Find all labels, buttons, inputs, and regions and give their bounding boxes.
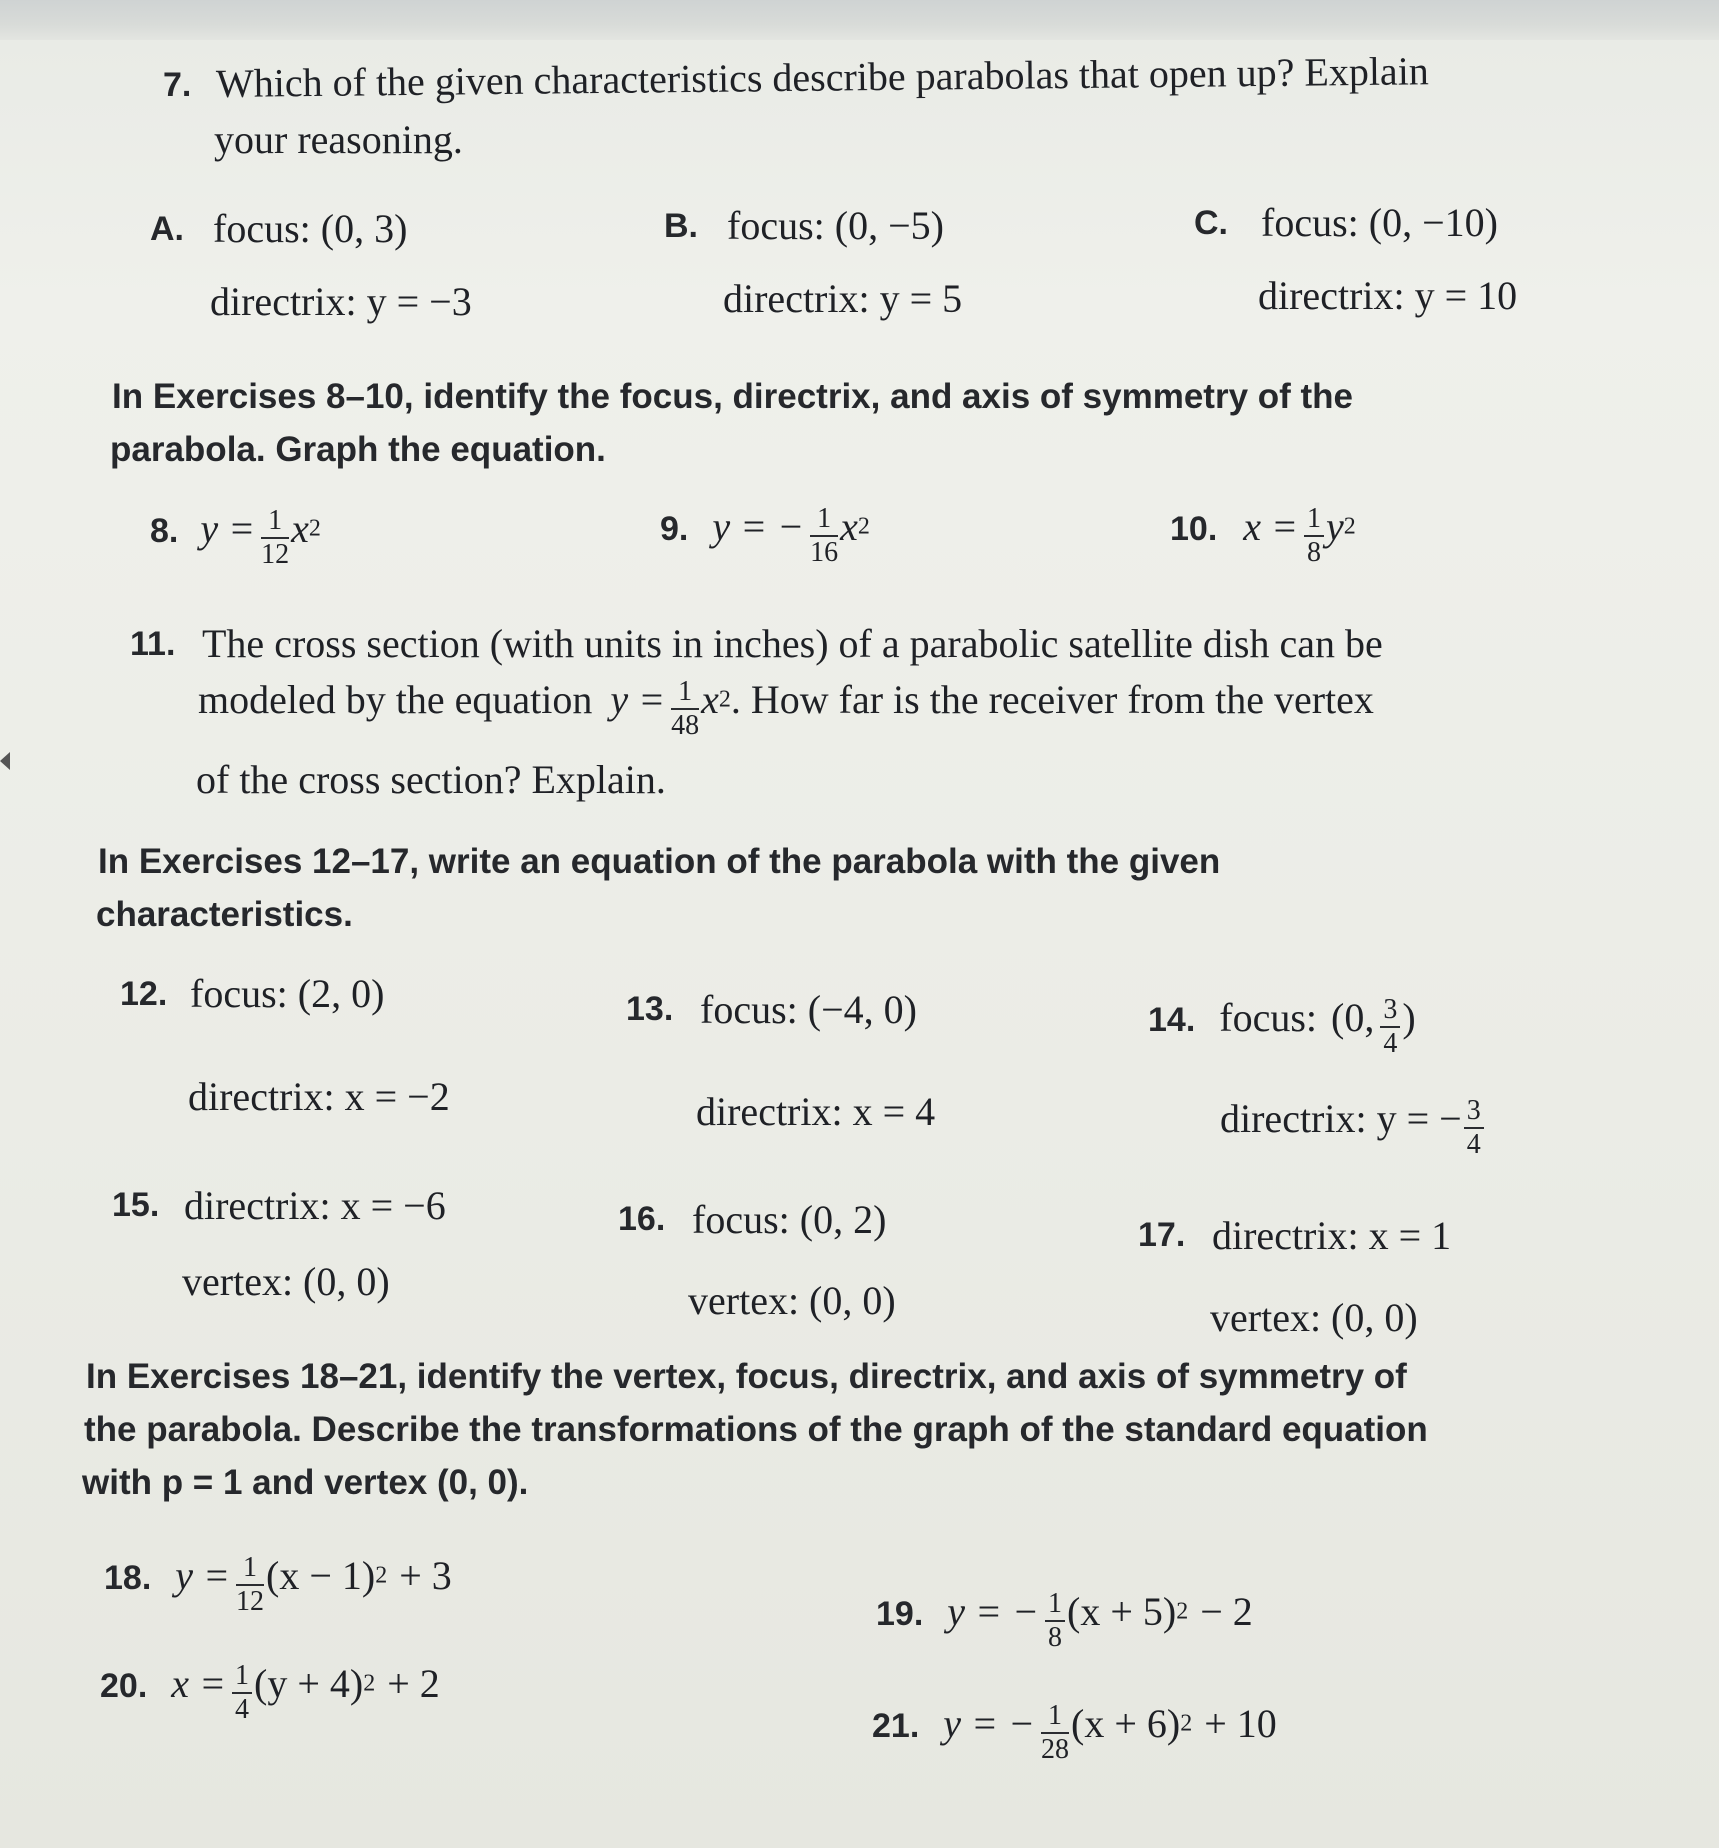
exercise-13-number: 13. [626,990,674,1028]
exercise-16-number: 16. [618,1200,666,1238]
exercise-20-exponent: 2 [363,1670,376,1697]
exercise-10-fraction: $\frac{1}{8}$ [1304,505,1324,567]
exercise-19-exponent: 2 [1176,1598,1189,1625]
exercise-17-directrix: directrix: x = 1 [1212,1213,1452,1258]
exercise-20-term: (y + 4) [254,1661,364,1706]
exercise-15-vertex: vertex: (0, 0) [182,1259,390,1304]
exercise-20-number: 20. [100,1667,148,1705]
exercise-9-exponent: 2 [857,513,870,540]
exercise-14-directrix-fraction: $\frac{3}{4}$ [1464,1097,1484,1159]
exercise-11-line-2 [198,676,1374,740]
option-c-focus: focus: (0, −10) [1261,200,1498,245]
option-c-directrix: directrix: y = 10 [1258,273,1518,318]
top-edge [0,0,1719,40]
section-18-21-line-2: the parabola. Describe the transformations of the graph of the standard equation [84,1410,1428,1449]
option-a-letter: A. [150,210,184,248]
exercise-18-fraction: $\frac{1}{12}$ [236,1552,265,1618]
exercise-8-fraction: $\frac{1}{12}$ [261,505,290,571]
exercise-14-focus-close: ) [1402,995,1416,1040]
exercise-17-number: 17. [1138,1216,1186,1254]
exercise-8-exponent: 2 [308,515,321,542]
exercise-19-lhs: y = − [947,1589,1040,1634]
exercise-11-line-2a: modeled by the equation [198,677,593,722]
exercise-7-line-2: your reasoning. [214,117,463,162]
option-b-letter: B. [664,207,698,245]
exercise-18-constant: + 3 [399,1553,452,1598]
exercise-18 [104,1552,452,1616]
exercise-21-constant: + 10 [1204,1701,1277,1746]
option-a-directrix: directrix: y = −3 [210,279,472,324]
exercise-14-directrix-text: directrix: y = − [1220,1096,1462,1141]
exercise-14-focus-open: (0, [1331,995,1375,1040]
exercise-20 [100,1660,440,1724]
exercise-15-directrix: directrix: x = −6 [184,1183,446,1228]
exercise-8-number: 8. [150,512,179,550]
exercise-16-vertex: vertex: (0, 0) [688,1278,896,1323]
section-8-10-line-2: parabola. Graph the equation. [110,430,606,469]
exercise-21-term: (x + 6) [1071,1701,1181,1746]
exercise-19-term: (x + 5) [1067,1589,1177,1634]
exercise-18-lhs: y = [175,1553,231,1598]
exercise-9-lhs: y = − [712,504,805,549]
exercise-14-directrix [1220,1095,1486,1159]
option-c-letter: C. [1194,204,1228,242]
exercise-7-line-1: Which of the given characteristics describe parabolas that open up? Explain [215,48,1430,106]
exercise-21-number: 21. [872,1707,920,1745]
exercise-10 [1170,503,1356,567]
exercise-16-focus: focus: (0, 2) [692,1197,887,1242]
exercise-11-line-2b: . How far is the receiver from the vertex [730,677,1374,722]
exercise-8 [150,505,321,569]
section-18-21-line-1: In Exercises 18–21, identify the vertex, focus, directrix, and axis of symmetry of [86,1357,1407,1396]
exercise-11-eq-lhs: y = [610,677,666,722]
option-b-directrix: directrix: y = 5 [723,276,963,321]
exercise-9-fraction: $\frac{1}{16}$ [810,503,839,569]
exercise-12-directrix: directrix: x = −2 [188,1074,450,1119]
exercise-10-exponent: 2 [1343,513,1356,540]
exercise-10-number: 10. [1170,510,1218,548]
exercise-21 [872,1700,1277,1764]
section-12-17-line-1: In Exercises 12–17, write an equation of the parabola with the given [98,842,1221,881]
exercise-14-focus-line [1148,994,1416,1058]
exercise-11-fraction: $\frac{1}{48}$ [671,676,700,742]
option-a-focus: focus: (0, 3) [213,206,408,251]
exercise-19 [876,1588,1253,1652]
exercise-10-var: y [1326,504,1344,549]
exercise-21-lhs: y = − [943,1701,1036,1746]
exercise-17-vertex: vertex: (0, 0) [1210,1295,1418,1340]
exercise-20-lhs: x = [171,1661,227,1706]
exercise-21-exponent: 2 [1180,1710,1193,1737]
exercise-20-fraction: $\frac{1}{4}$ [232,1662,252,1724]
exercise-9-var: x [840,504,858,549]
exercise-18-term: (x − 1) [266,1553,376,1598]
exercise-19-number: 19. [876,1595,924,1633]
exercise-9 [660,503,870,567]
section-8-10-line-1: In Exercises 8–10, identify the focus, directrix, and axis of symmetry of the [112,377,1354,416]
section-12-17-line-2: characteristics. [96,895,353,934]
exercise-9-number: 9. [660,510,689,548]
exercise-13-focus: focus: (−4, 0) [700,987,917,1032]
exercise-8-var: x [291,506,309,551]
exercise-18-number: 18. [104,1559,152,1597]
exercise-19-fraction: $\frac{1}{8}$ [1045,1590,1065,1652]
exercise-14-number: 14. [1148,1001,1196,1039]
option-b-focus: focus: (0, −5) [727,203,944,248]
left-edge-arrow-icon [0,752,10,770]
exercise-8-lhs: y = [200,506,256,551]
exercise-11-line-3: of the cross section? Explain. [196,757,666,802]
exercise-20-constant: + 2 [387,1661,440,1706]
exercise-12-focus: focus: (2, 0) [190,971,385,1016]
exercise-18-exponent: 2 [375,1562,388,1589]
exercise-11-var: x [701,677,719,722]
exercise-15-number: 15. [112,1186,160,1224]
exercise-21-fraction: $\frac{1}{28}$ [1041,1700,1070,1766]
section-18-21-line-3: with p = 1 and vertex (0, 0). [82,1463,529,1502]
exercise-12-number: 12. [120,975,168,1013]
exercise-19-constant: − 2 [1200,1589,1253,1634]
exercise-7-number: 7. [163,66,192,104]
exercise-11-line-1: The cross section (with units in inches) of a parabolic satellite dish can be [202,621,1383,666]
exercise-11-number: 11. [130,625,176,663]
exercise-11-exponent: 2 [718,686,731,713]
exercise-10-lhs: x = [1243,504,1299,549]
exercise-14-focus-label: focus: [1219,995,1318,1040]
exercise-13-directrix: directrix: x = 4 [696,1089,936,1134]
exercise-14-focus-fraction: $\frac{3}{4}$ [1380,996,1400,1058]
